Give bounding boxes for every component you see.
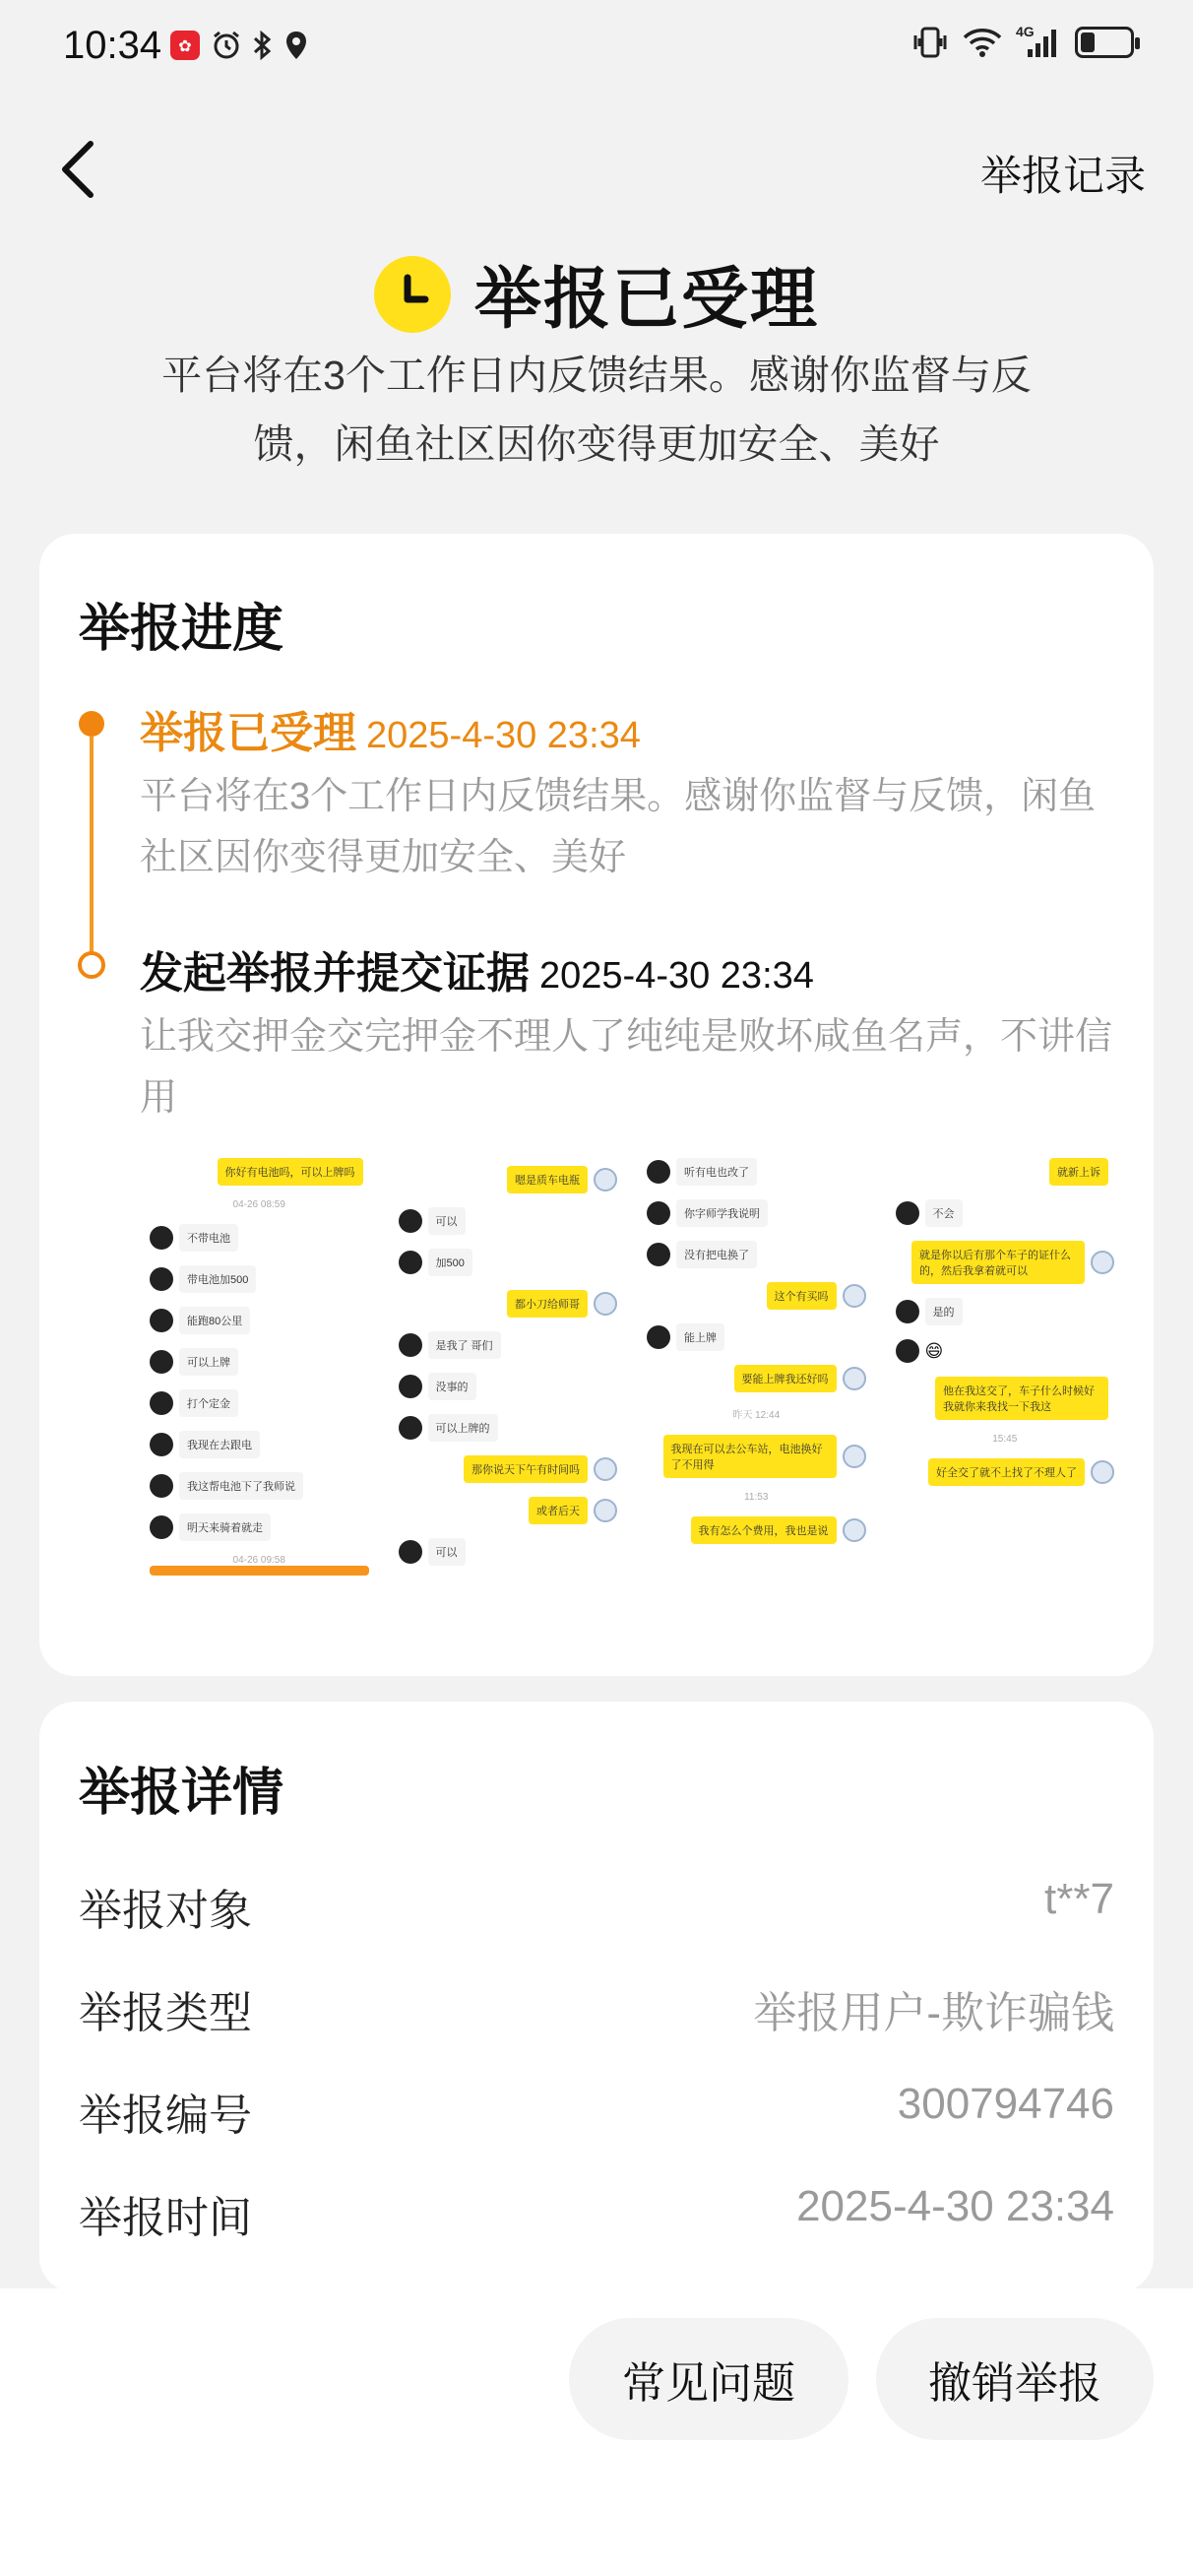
step-2-header	[140, 937, 814, 1000]
status-left-icons	[169, 30, 309, 61]
cancel-report-button[interactable]: 撤销举报	[876, 2318, 1154, 2440]
avatar	[843, 1284, 866, 1308]
step-1-description: 平台将在3个工作日内反馈结果。感谢你监督与反馈，闲鱼社区因你变得更加安全、美好	[140, 776, 1097, 878]
status-time: 10:34	[63, 24, 162, 67]
avatar	[896, 1201, 919, 1225]
back-arrow-icon	[55, 138, 102, 201]
chat-card-bar	[150, 1566, 369, 1576]
evidence-screenshot-1[interactable]	[140, 1144, 379, 1627]
detail-row-target	[79, 1875, 1114, 1938]
detail-row-type	[79, 1977, 1114, 2040]
chat-bubble: 好全交了就不上找了不理人了	[928, 1458, 1085, 1486]
chat-bubble: 嗯是质车电瓶	[507, 1166, 588, 1193]
avatar	[647, 1160, 670, 1184]
avatar	[843, 1518, 866, 1542]
bottom-action-bar	[0, 2288, 1193, 2576]
chat-timestamp: 04-26 09:58	[232, 1555, 285, 1566]
details-card	[39, 1702, 1154, 2292]
avatar	[150, 1350, 173, 1374]
emoji-icon: 😄	[924, 1340, 944, 1361]
report-records-link[interactable]: 举报记录	[979, 153, 1146, 199]
chat-bubble: 就是你以后有那个车子的证什么的，然后我拿着就可以	[911, 1241, 1085, 1284]
chat-bubble: 都小刀给师哥	[507, 1290, 588, 1318]
detail-value: 举报用户-欺诈骗钱	[753, 1989, 1114, 2037]
avatar	[150, 1515, 173, 1539]
step-1-time: 2025-4-30 23:34	[366, 715, 641, 756]
app-notification-icon	[169, 30, 201, 61]
chat-bubble: 不会	[925, 1199, 963, 1227]
evidence-screenshot-4[interactable]	[886, 1144, 1125, 1627]
chat-bubble: 听有电也改了	[676, 1158, 757, 1186]
detail-label: 举报对象	[79, 1887, 252, 1935]
status-bar	[0, 0, 1193, 95]
detail-label: 举报类型	[79, 1989, 252, 2037]
location-icon	[283, 30, 309, 61]
evidence-screenshot-2[interactable]	[389, 1144, 628, 1627]
detail-row-time	[79, 2182, 1114, 2245]
avatar	[150, 1433, 173, 1456]
step-2-time: 2025-4-30 23:34	[539, 955, 814, 997]
chat-bubble: 可以上牌	[179, 1348, 238, 1376]
avatar	[896, 1339, 919, 1363]
chat-bubble: 就新上诉	[1049, 1158, 1108, 1186]
chat-bubble: 可以上牌的	[428, 1414, 498, 1442]
svg-text:✿: ✿	[178, 36, 192, 55]
chat-bubble: 我现在可以去公车站，电池换好了不用得	[663, 1435, 837, 1478]
timeline-line	[90, 737, 94, 973]
step-2-title: 发起举报并提交证据	[140, 949, 530, 998]
avatar	[150, 1474, 173, 1498]
chat-bubble: 带电池加500	[179, 1265, 256, 1293]
detail-label: 举报编号	[79, 2092, 252, 2140]
progress-title: 举报进度	[79, 601, 284, 658]
detail-label: 举报时间	[79, 2194, 252, 2242]
avatar	[399, 1416, 422, 1440]
chat-bubble: 能上牌	[676, 1323, 724, 1351]
hero-title-row	[0, 246, 1193, 342]
chat-timestamp: 15:45	[992, 1434, 1018, 1445]
timeline-dot	[78, 951, 105, 979]
avatar	[896, 1300, 919, 1323]
chat-bubble: 是的	[925, 1298, 963, 1325]
avatar	[150, 1226, 173, 1250]
chat-bubble: 不带电池	[179, 1224, 238, 1252]
avatar	[843, 1367, 866, 1390]
step-1-header	[140, 697, 641, 760]
detail-row-id	[79, 2080, 1114, 2143]
back-button[interactable]	[55, 138, 102, 201]
avatar	[594, 1499, 617, 1522]
timeline-dot-active	[79, 711, 104, 737]
chat-bubble: 或者后天	[529, 1497, 588, 1524]
network-type-label: 4G	[1016, 24, 1035, 39]
evidence-images	[140, 1144, 1124, 1627]
avatar	[647, 1325, 670, 1349]
chat-bubble: 你好有电池吗，可以上牌吗	[218, 1158, 363, 1186]
vibrate-icon	[911, 26, 949, 59]
detail-value: t**7	[1044, 1875, 1114, 1923]
hero-description: 平台将在3个工作日内反馈结果。感谢你监督与反馈，闲鱼社区因你变得更加安全、美好	[161, 353, 1032, 467]
alarm-icon	[211, 30, 242, 61]
hero-title: 举报已受理	[473, 262, 819, 337]
battery-icon	[1075, 27, 1134, 58]
chat-bubble: 可以	[428, 1207, 466, 1235]
detail-value: 2025-4-30 23:34	[796, 2182, 1114, 2230]
details-title: 举报详情	[79, 1765, 284, 1822]
avatar	[150, 1267, 173, 1291]
chat-bubble: 我这帮电池下了我师说	[179, 1472, 303, 1500]
chat-bubble: 能跑80公里	[179, 1307, 250, 1334]
avatar	[843, 1445, 866, 1468]
chat-timestamp: 04-26 08:59	[232, 1199, 285, 1210]
avatar	[1091, 1460, 1114, 1484]
avatar	[150, 1309, 173, 1332]
chat-timestamp: 11:53	[744, 1492, 769, 1503]
chat-bubble: 是我了 哥们	[428, 1331, 501, 1359]
status-right-icons	[911, 26, 1134, 59]
evidence-screenshot-3[interactable]	[637, 1144, 876, 1627]
avatar	[594, 1168, 617, 1191]
avatar	[150, 1391, 173, 1415]
avatar	[647, 1201, 670, 1225]
chat-bubble: 打个定金	[179, 1389, 238, 1417]
signal-icon	[1016, 26, 1061, 59]
chat-bubble: 明天来骑着就走	[179, 1513, 271, 1541]
chat-bubble: 可以	[428, 1538, 466, 1566]
avatar	[399, 1209, 422, 1233]
avatar	[594, 1292, 617, 1316]
avatar	[399, 1375, 422, 1398]
chat-bubble: 那你说天下午有时间吗	[464, 1455, 588, 1483]
avatar	[1091, 1251, 1114, 1274]
chat-bubble: 我现在去跟电	[179, 1431, 260, 1458]
bluetooth-icon	[252, 30, 274, 61]
chat-bubble: 我有怎么个费用，我也是说	[691, 1516, 837, 1544]
avatar	[399, 1540, 422, 1564]
faq-button[interactable]: 常见问题	[569, 2318, 848, 2440]
avatar	[647, 1243, 670, 1266]
chat-bubble: 没有把电换了	[676, 1241, 757, 1268]
detail-value: 300794746	[897, 2080, 1114, 2128]
progress-card	[39, 534, 1154, 1676]
chat-bubble: 没事的	[428, 1373, 476, 1400]
chat-bubble: 他在我这交了，车子什么时候好我就你来我找一下我这	[935, 1377, 1108, 1420]
clock-icon	[374, 256, 451, 333]
chat-bubble: 你字师学我说明	[676, 1199, 768, 1227]
step-1-title: 举报已受理	[140, 709, 356, 757]
chat-bubble: 要能上牌我还好吗	[734, 1365, 837, 1392]
chat-bubble: 这个有买吗	[767, 1282, 837, 1310]
wifi-icon	[963, 26, 1002, 59]
avatar	[399, 1333, 422, 1357]
avatar	[399, 1251, 422, 1274]
chat-bubble: 加500	[428, 1249, 472, 1276]
chat-timestamp: 昨天 12:44	[732, 1410, 781, 1421]
avatar	[594, 1457, 617, 1481]
step-2-description: 让我交押金交完押金不理人了纯纯是败坏咸鱼名声，不讲信用	[140, 1016, 1113, 1119]
